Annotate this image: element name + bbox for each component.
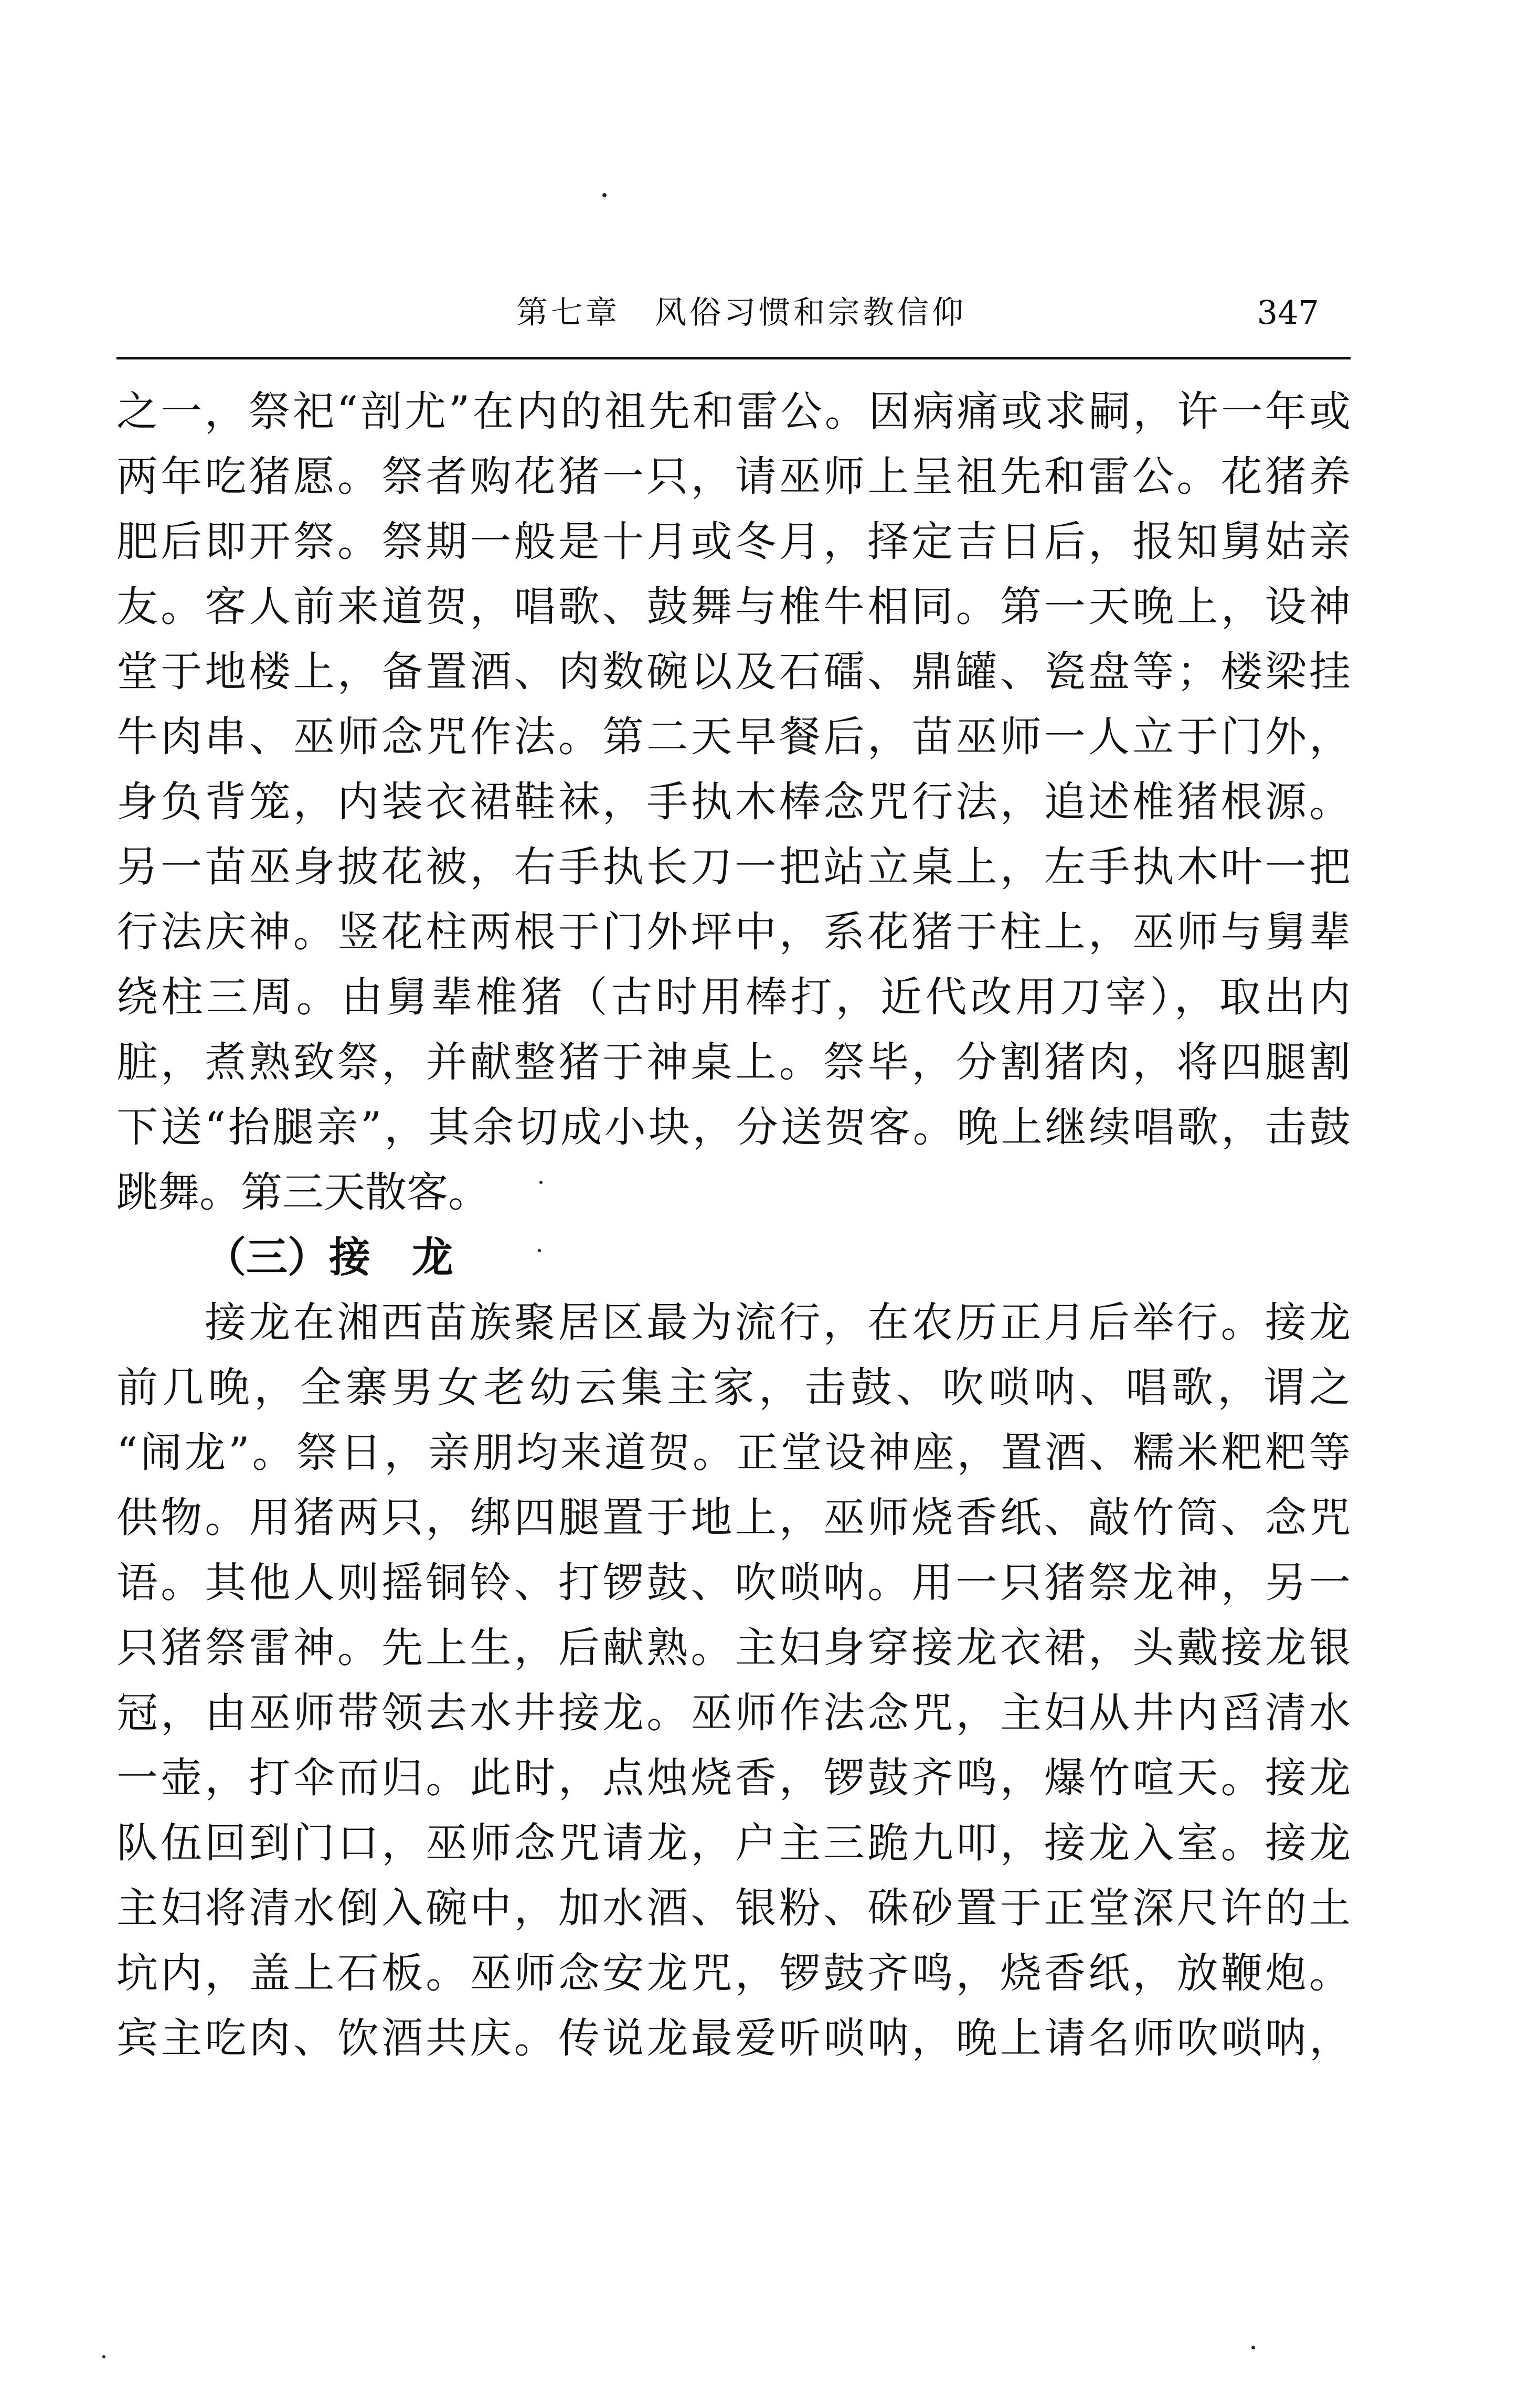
text-line: 坑内，盖上石板。巫师念安龙咒，锣鼓齐鸣，烧香纸，放鞭炮。 [116,1949,1351,1997]
section-heading: （三）接 龙 [205,1233,453,1282]
text-line: 友。客人前来道贺，唱歌、鼓舞与椎牛相同。第一天晚上，设神 [116,583,1351,631]
text-line: 之一，祭祀“剖尤”在内的祖先和雷公。因病痛或求嗣，许一年或 [116,387,1351,436]
body-text [116,379,1351,2071]
text-line: 行法庆神。竖花柱两根于门外坪中，系花猪于柱上，巫师与舅辈 [116,908,1351,956]
text-line: 两年吃猪愿。祭者购花猪一只，请巫师上呈祖先和雷公。花猪养 [116,452,1351,501]
text-line: 宾主吃肉、饮酒共庆。传说龙最爱听唢呐，晚上请名师吹唢呐， [116,2014,1351,2062]
scan-speck [102,2355,105,2358]
text-line: 接龙在湘西苗族聚居区最为流行，在农历正月后举行。接龙 [205,1298,1351,1347]
text-line: 只猪祭雷神。先上生，后献熟。主妇身穿接龙衣裙，头戴接龙银 [116,1624,1351,1672]
page-number: 347 [1257,293,1319,332]
text-line: 供物。用猪两只，绑四腿置于地上，巫师烧香纸、敲竹筒、念咒 [116,1494,1351,1542]
scan-speck [538,1249,541,1252]
text-line: 前几晚，全寨男女老幼云集主家，击鼓、吹唢呐、唱歌，谓之 [116,1363,1351,1412]
text-line: 一壶，打伞而归。此时，点烛烧香，锣鼓齐鸣，爆竹喧天。接龙 [116,1754,1351,1802]
text-line: 另一苗巫身披花被，右手执长刀一把站立桌上，左手执木叶一把 [116,843,1351,891]
scan-speck [539,1181,543,1184]
text-line: 跳舞。第三天散客。 [116,1168,490,1216]
scan-speck [602,193,607,197]
text-line: 脏，煮熟致祭，并献整猪于神桌上。祭毕，分割猪肉，将四腿割 [116,1038,1351,1086]
text-line: 牛肉串、巫师念咒作法。第二天早餐后，苗巫师一人立于门外， [116,713,1351,761]
text-line: 队伍回到门口，巫师念咒请龙，户主三跪九叩，接龙入室。接龙 [116,1819,1351,1867]
header-rule [116,357,1351,359]
text-line: 下送“抬腿亲”，其余切成小块，分送贺客。晚上继续唱歌，击鼓 [116,1103,1351,1151]
chapter-title: 第七章 风俗习惯和宗教信仰 [516,294,967,331]
text-line: “闹龙”。祭日，亲朋均来道贺。正堂设神座，置酒、糯米粑粑等 [116,1428,1351,1477]
running-header [116,288,1351,338]
text-line: 冠，由巫师带领去水井接龙。巫师作法念咒，主妇从井内舀清水 [116,1689,1351,1737]
text-line: 肥后即开祭。祭期一般是十月或冬月，择定吉日后，报知舅姑亲 [116,517,1351,566]
text-line: 语。其他人则摇铜铃、打锣鼓、吹唢呐。用一只猪祭龙神，另一 [116,1559,1351,1607]
text-line: 绕柱三周。由舅辈椎猪（古时用棒打，近代改用刀宰），取出内 [116,973,1351,1021]
text-line: 身负背笼，内装衣裙鞋袜，手执木棒念咒行法，追述椎猪根源。 [116,778,1351,826]
text-line: 堂于地楼上，备置酒、肉数碗以及石礌、鼎罐、瓷盘等；楼梁挂 [116,648,1351,696]
text-line: 主妇将清水倒入碗中，加水酒、银粉、硃砂置于正堂深尺许的土 [116,1884,1351,1932]
scan-speck [1251,2346,1255,2349]
